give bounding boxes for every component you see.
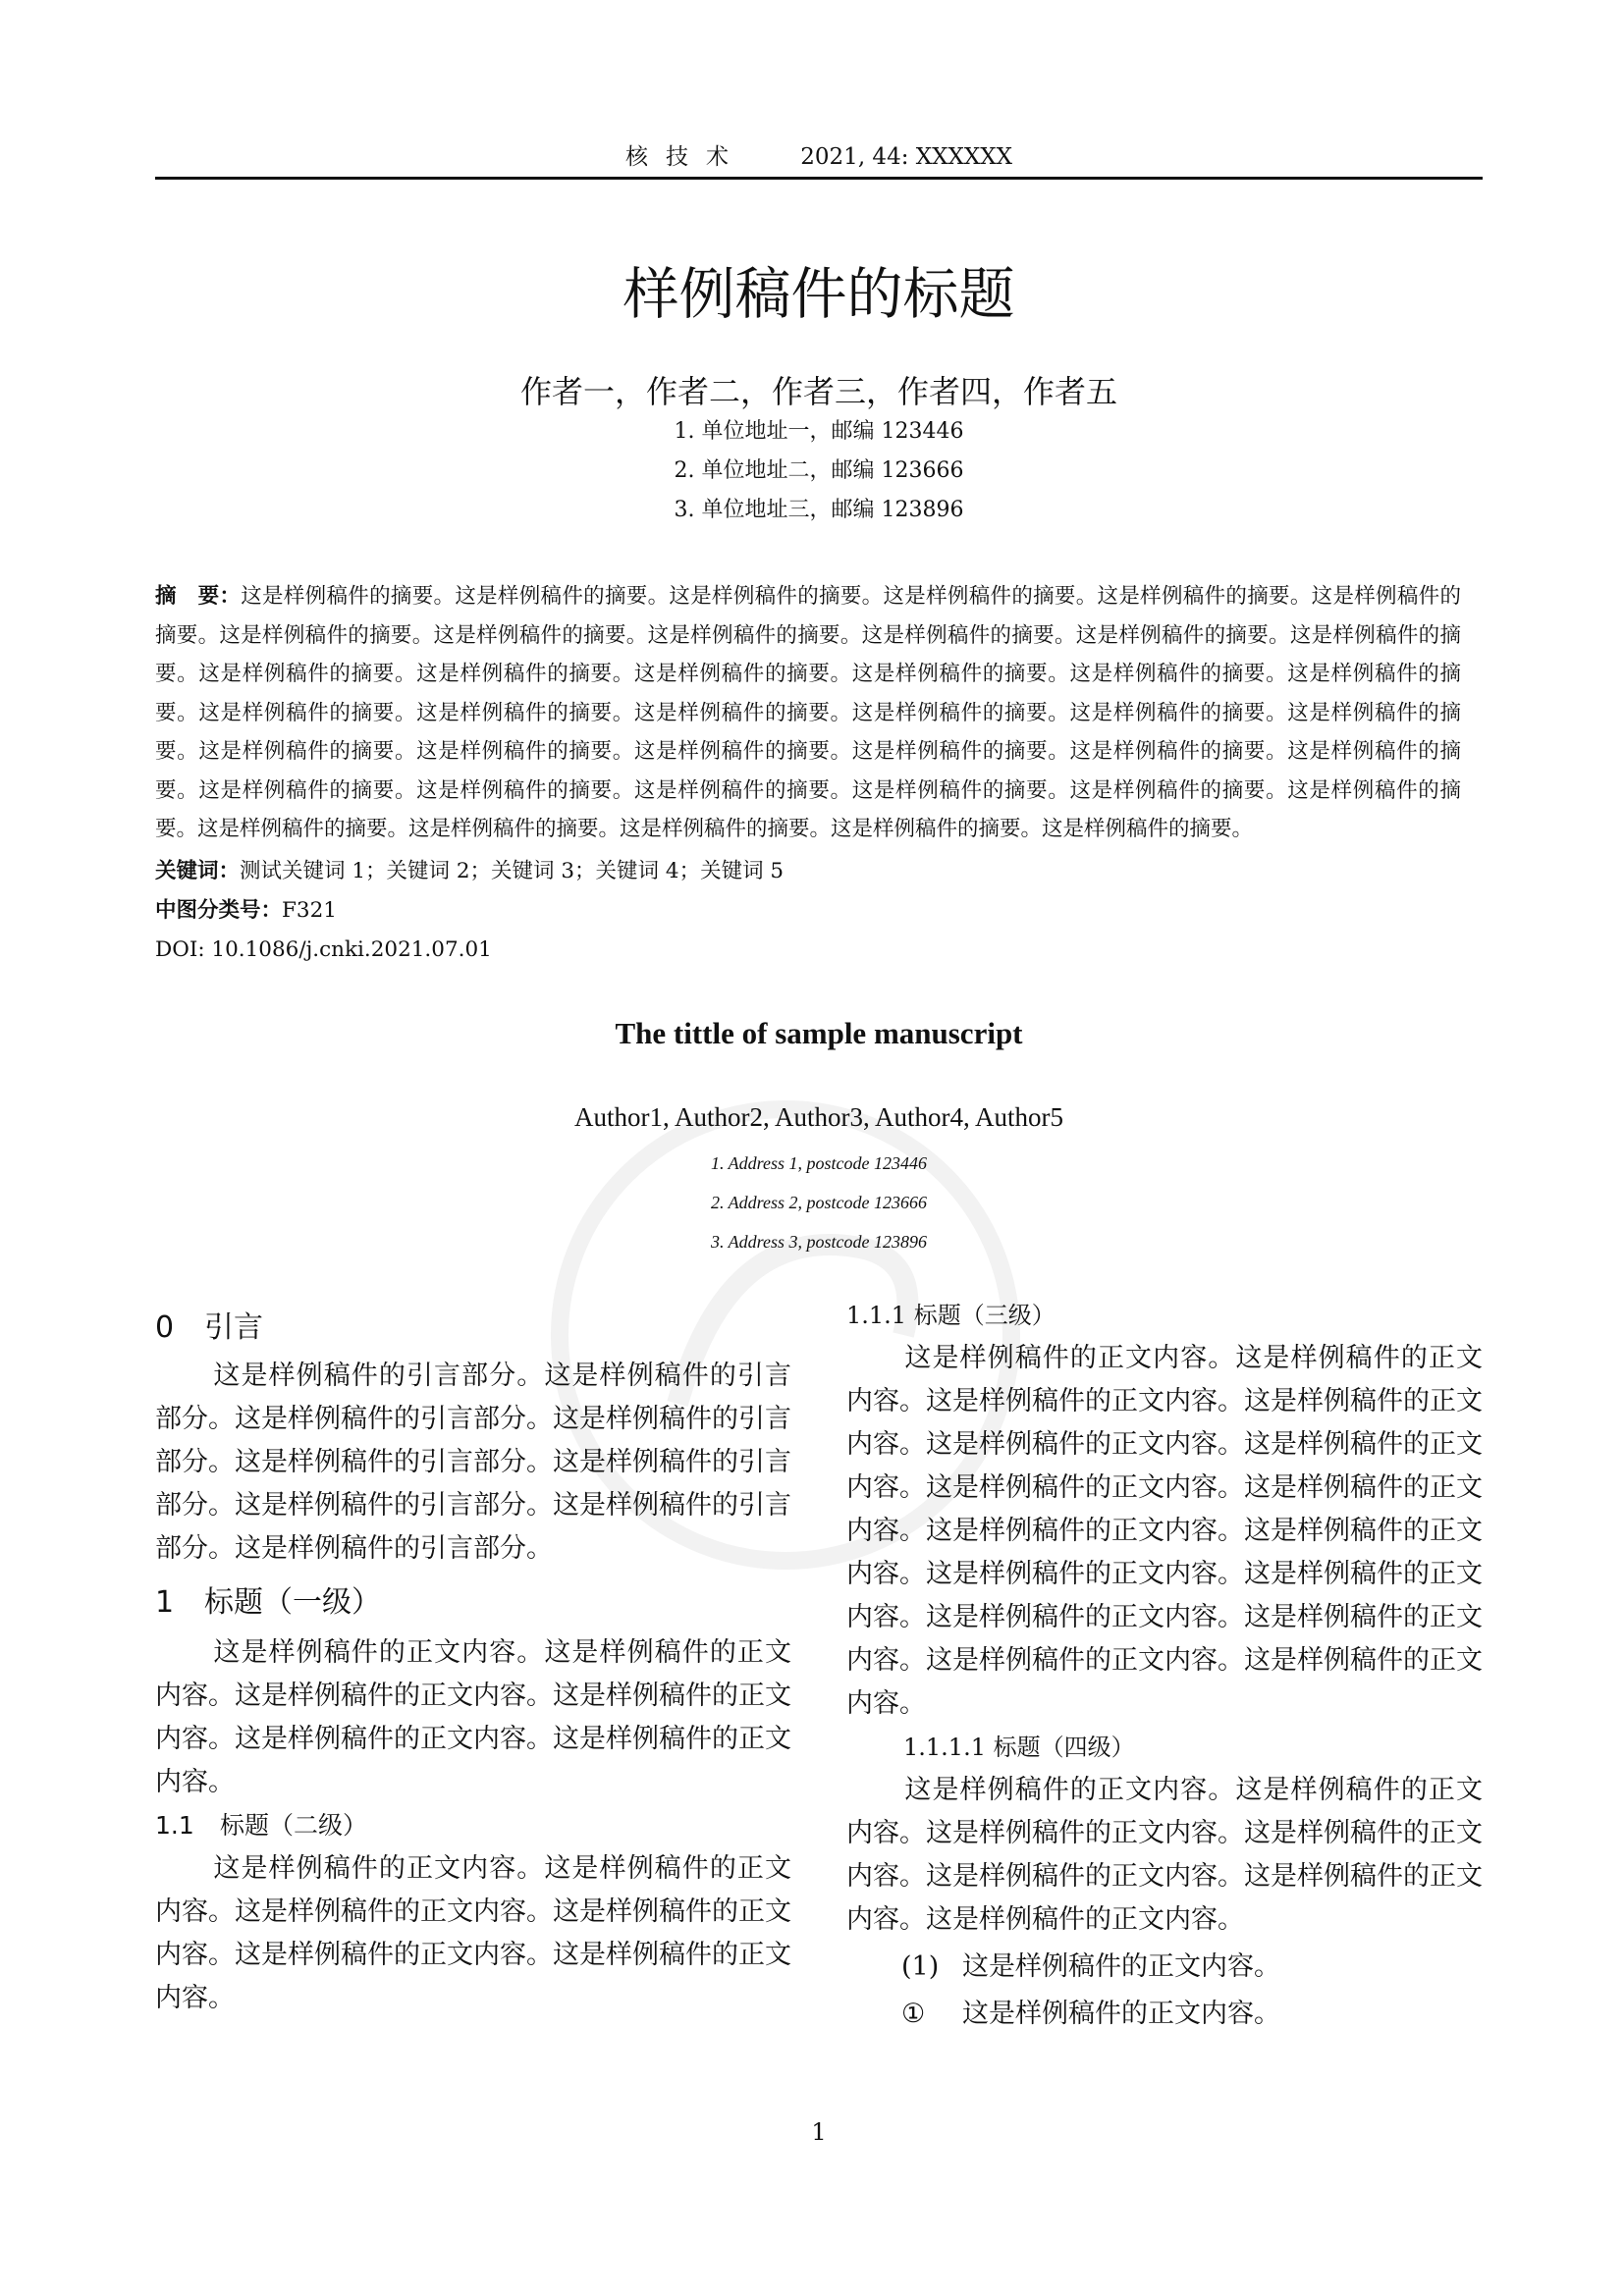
affiliation-cn-1: 1. 单位地址一，邮编 123446 bbox=[674, 419, 964, 444]
doi: DOI: 10.1086/j.cnki.2021.07.01 bbox=[155, 937, 492, 962]
section-1-1-1-1-paragraph: 这是样例稿件的正文内容。这是样例稿件的正文内容。这是样例稿件的正文内容。这是样例稿件的正文内容。这是样例稿件的正文内容。这是样例稿件的正文内容。这是样例稿件的正文内容。 bbox=[846, 1775, 1483, 1935]
keywords-text: 测试关键词 1；关键词 2；关键词 3；关键词 4；关键词 5 bbox=[240, 859, 785, 883]
section-number: 1 bbox=[155, 1585, 175, 1620]
author-list-cn: 作者一，作者二，作者三，作者四，作者五 bbox=[519, 373, 1117, 410]
body-column-left bbox=[155, 1304, 791, 2020]
affiliation-en-3: 3. Address 3, postcode 123896 bbox=[711, 1232, 927, 1252]
abstract-text: 这是样例稿件的摘要。这是样例稿件的摘要。这是样例稿件的摘要。这是样例稿件的摘要。这是样例稿件的摘要。这是样例稿件的摘要。这是样例稿件的摘要。这是样例稿件的摘要。这是样例稿件的摘要。这是样例稿件的摘要。这是样例稿件的摘要。这是样例稿件的摘要。这是样例稿件的摘要。这是样例稿件的摘要。这是样例稿件的摘要。这是样例稿件的摘要。这是样例稿件的摘要。这是样例稿件的摘要。这是样例稿件的摘要。这是样例稿件的摘要。这是样例稿件的摘要。这是样例稿件的摘要。这是样例稿件的摘要。这是样例稿件的摘要。这是样例稿件的摘要。这是样例稿件的摘要。这是样例稿件的摘要。这是样例稿件的摘要。这是样例稿件的摘要。这是样例稿件的摘要。这是样例稿件的摘要。这是样例稿件的摘要。这是样例稿件的摘要。这是样例稿件的摘要。这是样例稿件的摘要。这是样例稿件的摘要。这是样例稿件的摘要。这是样例稿件的摘要。这是样例稿件的摘要。这是样例稿件的摘要。这是样例稿件的摘要。 bbox=[155, 584, 1461, 841]
section-heading-1-1-1-1: 1.1.1.1 标题（四级） bbox=[903, 1734, 1135, 1761]
list-item bbox=[846, 1946, 1483, 1989]
journal-name: 核技术 bbox=[624, 144, 746, 170]
affiliation-en-1: 1. Address 1, postcode 123446 bbox=[711, 1153, 927, 1173]
paper-title-cn: 样例稿件的标题 bbox=[623, 262, 1015, 327]
list-text: 这是样例稿件的正文内容。 bbox=[962, 1999, 1280, 2029]
section-number: 0 bbox=[155, 1310, 175, 1345]
section-heading-1-1-1: 1.1.1 标题（三级） bbox=[846, 1302, 1056, 1329]
section-title: 标题（一级） bbox=[204, 1585, 381, 1620]
section-title: 引言 bbox=[204, 1310, 263, 1345]
abstract-label: 摘 要： bbox=[155, 584, 242, 609]
list-marker: ① bbox=[901, 1999, 926, 2029]
section-heading-intro bbox=[155, 1304, 791, 1353]
classification bbox=[155, 891, 1461, 931]
abstract bbox=[155, 577, 1461, 849]
paper-title-en: The tittle of sample manuscript bbox=[615, 1016, 1023, 1050]
citation: 2021, 44: XXXXXX bbox=[800, 144, 1013, 170]
list-marker: (1) bbox=[901, 1951, 940, 1982]
section-number: 1.1 bbox=[155, 1811, 194, 1840]
author-list-en: Author1, Author2, Author3, Author4, Author5 bbox=[574, 1102, 1063, 1132]
running-header bbox=[155, 139, 1483, 175]
section-1-paragraph: 这是样例稿件的正文内容。这是样例稿件的正文内容。这是样例稿件的正文内容。这是样例稿件的正文内容。这是样例稿件的正文内容。这是样例稿件的正文内容。 bbox=[155, 1637, 791, 1797]
section-1-1-1-paragraph: 这是样例稿件的正文内容。这是样例稿件的正文内容。这是样例稿件的正文内容。这是样例稿件的正文内容。这是样例稿件的正文内容。这是样例稿件的正文内容。这是样例稿件的正文内容。这是样例稿件的正文内容。这是样例稿件的正文内容。这是样例稿件的正文内容。这是样例稿件的正文内容。这是样例稿件的正文内容。这是样例稿件的正文内容。这是样例稿件的正文内容。这是样例稿件的正文内容。这是样例稿件的正文内容。 bbox=[846, 1343, 1483, 1719]
affiliation-en-2: 2. Address 2, postcode 123666 bbox=[711, 1193, 927, 1212]
section-heading-1-1 bbox=[155, 1804, 791, 1847]
intro-paragraph: 这是样例稿件的引言部分。这是样例稿件的引言部分。这是样例稿件的引言部分。这是样例稿件的引言部分。这是样例稿件的引言部分。这是样例稿件的引言部分。这是样例稿件的引言部分。这是样例稿件的引言部分。这是样例稿件的引言部分。 bbox=[155, 1361, 791, 1564]
section-heading-1 bbox=[155, 1578, 791, 1628]
keywords-label: 关键词： bbox=[155, 859, 241, 883]
section-title: 标题（二级） bbox=[220, 1811, 368, 1840]
header-rule bbox=[155, 177, 1483, 180]
list-text: 这是样例稿件的正文内容。 bbox=[962, 1951, 1280, 1982]
body-column-right bbox=[846, 1294, 1483, 2036]
affiliation-cn-3: 3. 单位地址三，邮编 123896 bbox=[674, 498, 964, 522]
classification-label: 中图分类号： bbox=[155, 898, 283, 923]
affiliation-cn-2: 2. 单位地址二，邮编 123666 bbox=[674, 458, 964, 483]
page-number: 1 bbox=[811, 2118, 827, 2146]
keywords bbox=[155, 852, 1461, 891]
section-1-1-paragraph: 这是样例稿件的正文内容。这是样例稿件的正文内容。这是样例稿件的正文内容。这是样例稿件的正文内容。这是样例稿件的正文内容。这是样例稿件的正文内容。 bbox=[155, 1853, 791, 2013]
list-item bbox=[846, 1993, 1483, 2036]
classification-code: F321 bbox=[282, 898, 337, 923]
